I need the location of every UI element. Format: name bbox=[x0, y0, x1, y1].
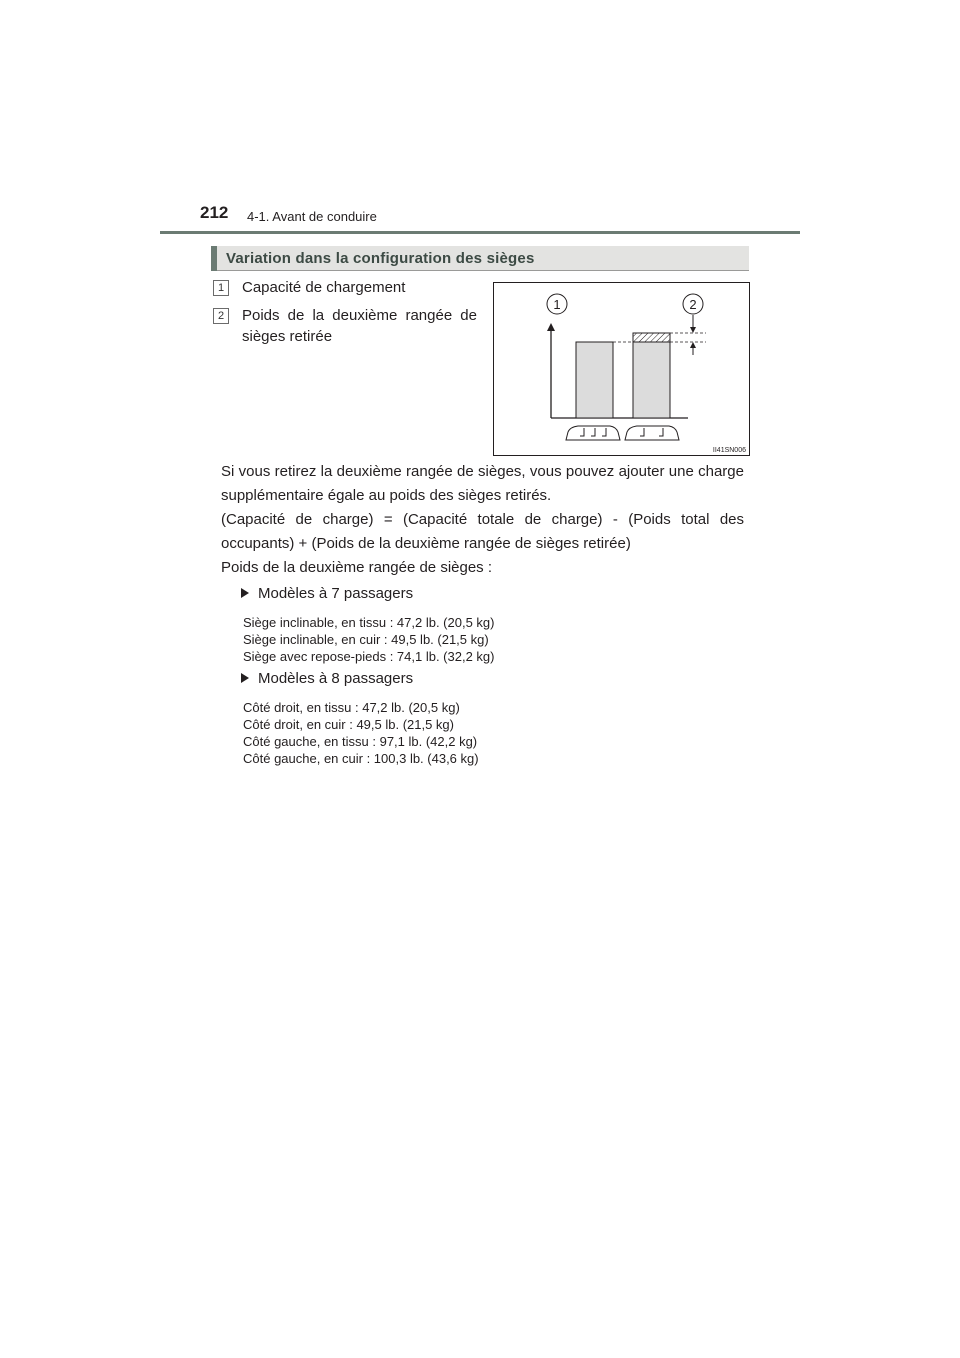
legend-text-2: Poids de la deuxième rangée de sièges retirée bbox=[242, 307, 477, 345]
weight-line: Siège inclinable, en cuir : 49,5 lb. (21,5 kg) bbox=[243, 632, 489, 647]
dimension-arrowhead-bottom bbox=[690, 342, 696, 348]
section-heading-bar bbox=[211, 246, 749, 271]
callout-1-label: 1 bbox=[553, 297, 561, 312]
figure-illustration bbox=[494, 283, 751, 457]
weight-line: Côté gauche, en cuir : 100,3 lb. (43,6 kg) bbox=[243, 751, 479, 766]
model-heading-8-seats bbox=[241, 670, 413, 687]
page-number: 212 bbox=[200, 203, 229, 222]
vehicle-icon-three-rows bbox=[566, 426, 620, 440]
model-8-seats-weights bbox=[243, 699, 479, 767]
model-heading-7-seats-label: Modèles à 7 passagers bbox=[258, 585, 414, 602]
legend-number-2: 2 bbox=[213, 308, 229, 324]
y-axis-arrowhead bbox=[547, 323, 555, 331]
model-7-seats-weights bbox=[243, 614, 494, 665]
callout-1 bbox=[547, 294, 567, 314]
legend-number-1: 1 bbox=[213, 280, 229, 296]
weight-line: Côté droit, en cuir : 49,5 lb. (21,5 kg) bbox=[243, 717, 454, 732]
bullet-arrow-icon bbox=[241, 588, 249, 598]
header-rule bbox=[160, 231, 800, 234]
figure-code: II41SN006 bbox=[712, 447, 746, 454]
model-heading-7-seats bbox=[241, 585, 413, 602]
weight-line: Siège avec repose-pieds : 74,1 lb. (32,2 kg) bbox=[243, 649, 495, 664]
running-head: 4-1. Avant de conduire bbox=[247, 209, 377, 224]
paragraph-weights-intro: Poids de la deuxième rangée de sièges : bbox=[221, 559, 493, 576]
vehicle-icon-two-rows bbox=[625, 426, 679, 440]
cargo-capacity-figure bbox=[493, 282, 750, 456]
bullet-arrow-icon bbox=[241, 673, 249, 683]
bar-standard-capacity bbox=[576, 342, 613, 418]
weight-line: Siège inclinable, en tissu : 47,2 lb. (20,5 kg) bbox=[243, 615, 495, 630]
weight-line: Côté gauche, en tissu : 97,1 lb. (42,2 kg) bbox=[243, 734, 478, 749]
callout-2-label: 2 bbox=[689, 297, 697, 312]
legend-text-1: Capacité de chargement bbox=[242, 279, 406, 296]
dimension-arrowhead-top bbox=[690, 327, 696, 333]
section-title: Variation dans la configuration des sièges bbox=[226, 250, 535, 267]
paragraph-remove-seats: Si vous retirez la deuxième rangée de sièges, vous pouvez ajouter une charge supplémentaire égale au poids des sièges retirés. bbox=[221, 463, 744, 504]
bar-increased-capacity bbox=[633, 342, 670, 418]
callout-2 bbox=[683, 294, 703, 314]
paragraph-formula: (Capacité de charge) = (Capacité totale de charge) - (Poids total des occupants) + (Poids de la deuxième rangée de sièges retirée) bbox=[221, 511, 744, 552]
weight-line: Côté droit, en tissu : 47,2 lb. (20,5 kg) bbox=[243, 700, 460, 715]
bar-added-weight-hatched bbox=[633, 333, 670, 342]
model-heading-8-seats-label: Modèles à 8 passagers bbox=[258, 670, 414, 687]
section-accent bbox=[211, 246, 217, 271]
